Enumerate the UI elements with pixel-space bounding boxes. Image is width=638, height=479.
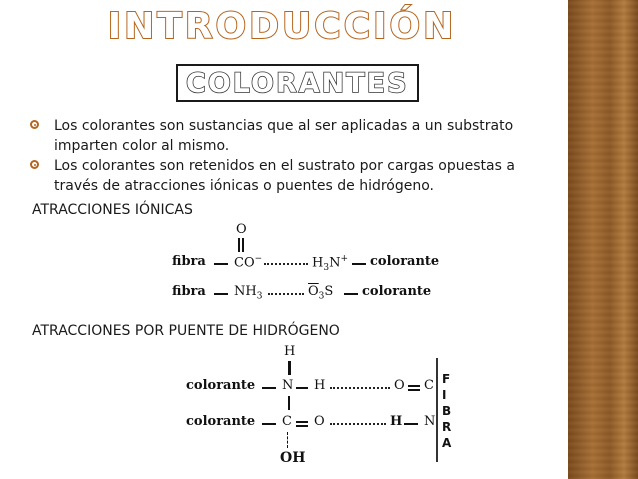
bullet-circle-icon [30,160,39,169]
double-bond-line [242,238,244,252]
ionic-section-label: ATRACCIONES IÓNICAS [32,202,193,218]
nitrogen-atom: N [424,414,436,429]
ammonium-ion: $H_3N^+$ [312,254,348,273]
hbond-dots [330,423,386,425]
double-bond-line [408,385,420,387]
bond-line [352,263,366,265]
bond-line [262,387,276,389]
fibra-letter: R [442,420,452,434]
double-bond-line [296,425,308,427]
bond-line [287,432,290,448]
bullet-item [30,156,560,196]
hbond-attraction-diagram [186,344,461,469]
bullet-text: Los colorantes son sustancias que al ser aplicadas a un substrato imparten color al mismo. [54,118,514,154]
bond-line [288,361,291,375]
bullet-circle-icon [30,120,39,129]
ionic-attraction-diagram [172,222,442,304]
bullet-list [30,116,560,196]
ionic-bond-dots [268,293,304,295]
fibra-letter: B [442,404,452,418]
colorante-label: colorante [186,378,256,393]
fibra-label: fibra [172,254,206,269]
bond-line [296,387,308,389]
bond-line [344,293,358,295]
colorante-label: colorante [370,254,440,269]
oxygen-atom: O [314,414,325,429]
double-bond-line [238,238,240,252]
carbon-atom: C [282,414,292,429]
bond-line [262,423,276,425]
carbonyl-oxygen: O [236,222,247,237]
bullet-text: Los colorantes son retenidos en el sustrato por cargas opuestas a través de atracciones iónicas o puentes de hidrógeno. [54,158,515,194]
hydroxyl-group: OH [280,450,306,466]
hydrogen-atom: H [390,414,403,429]
amine-group: $NH_3$ [234,284,263,302]
fiber-edge-line [436,358,438,462]
sulfonate-ion: $\overline{O}_3S$ [308,284,334,302]
bullet-item [30,116,560,156]
carbon-atom: C [424,378,434,393]
bond-line [288,396,290,410]
bond-line [214,293,228,295]
fibra-letter: F [442,372,451,386]
fibra-letter: A [442,436,452,450]
carboxylate-group: CO− [234,254,263,271]
fibra-label: fibra [172,284,206,299]
hbond-section-label: ATRACCIONES POR PUENTE DE HIDRÓGENO [32,323,340,339]
colorante-label: colorante [362,284,432,299]
bond-line [214,263,228,265]
nitrogen-atom: N [282,378,294,393]
slide-title: INTRODUCCIÓN [107,6,457,47]
double-bond-line [408,389,420,391]
bond-line [404,423,418,425]
slide-subtitle: COLORANTES [176,64,419,102]
hydrogen-atom: H [314,378,326,393]
fibra-letter: I [442,388,447,402]
double-bond-line [296,421,308,423]
ionic-bond-dots [264,263,308,265]
oxygen-atom: O [394,378,405,393]
decorative-sidebar [568,0,638,479]
top-hydrogen: H [284,344,296,359]
colorante-label: colorante [186,414,256,429]
hbond-dots [330,387,390,389]
